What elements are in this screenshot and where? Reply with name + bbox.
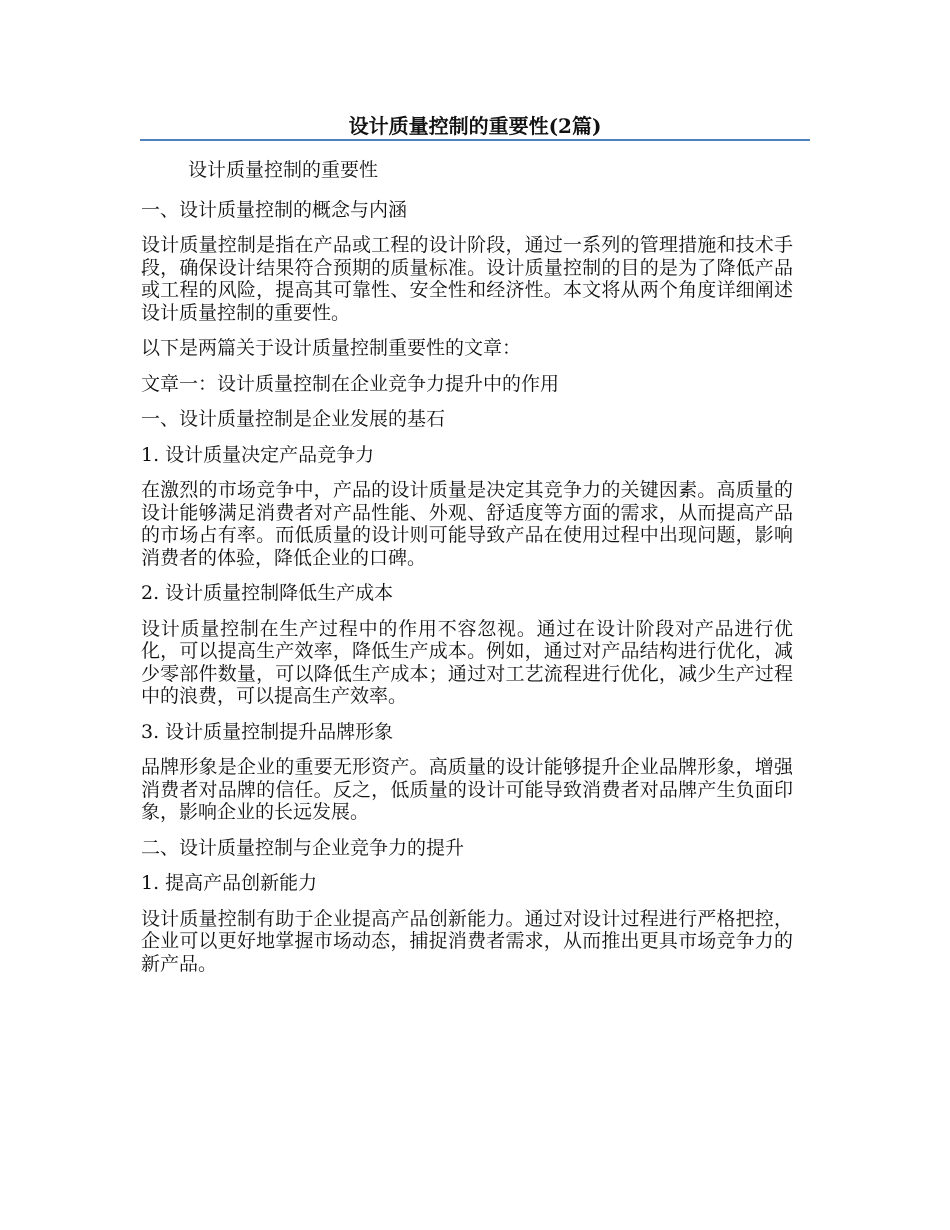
paragraph: 在激烈的市场竞争中，产品的设计质量是决定其竞争力的关键因素。高质量的设计能够满足消费者对产品性能、外观、舒适度等方面的需求，从而提高产品的市场占有率。而低质量的设计则可能导致产品在使用过程中出现问题，影响消费者的体验，降低企业的口碑。 bbox=[141, 479, 793, 569]
title-underline bbox=[140, 139, 810, 141]
paragraph: 设计质量控制是指在产品或工程的设计阶段，通过一系列的管理措施和技术手段，确保设计结果符合预期的质量标准。设计质量控制的目的是为了降低产品或工程的风险，提高其可靠性、安全性和经济性。本文将从两个角度详细阐述设计质量控制的重要性。 bbox=[141, 234, 793, 324]
subsection-heading: 1. 提高产品创新能力 bbox=[141, 872, 318, 894]
paragraph: 品牌形象是企业的重要无形资产。高质量的设计能够提升企业品牌形象，增强消费者对品牌的信任。反之，低质量的设计可能导致消费者对品牌产生负面印象，影响企业的长远发展。 bbox=[141, 756, 793, 823]
section-heading: 一、设计质量控制的概念与内涵 bbox=[141, 198, 408, 221]
article-heading: 文章一：设计质量控制在企业竞争力提升中的作用 bbox=[141, 372, 560, 395]
subsection-heading: 2. 设计质量控制降低生产成本 bbox=[141, 582, 394, 604]
subtitle: 设计质量控制的重要性 bbox=[188, 159, 379, 181]
document-body bbox=[141, 159, 793, 988]
subsection-heading: 1. 设计质量决定产品竞争力 bbox=[141, 443, 375, 466]
paragraph: 设计质量控制在生产过程中的作用不容忽视。通过在设计阶段对产品进行优化，可以提高生产效率，降低生产成本。例如，通过对产品结构进行优化，减少零部件数量，可以降低生产成本；通过对工艺流程进行优化，减少生产过程中的浪费，可以提高生产效率。 bbox=[141, 617, 793, 707]
section-heading: 一、设计质量控制是企业发展的基石 bbox=[141, 408, 446, 430]
document-title: 设计质量控制的重要性(2篇) bbox=[348, 114, 602, 138]
section-heading: 二、设计质量控制与企业竞争力的提升 bbox=[141, 836, 465, 859]
paragraph: 以下是两篇关于设计质量控制重要性的文章： bbox=[141, 337, 522, 359]
paragraph: 设计质量控制有助于企业提高产品创新能力。通过对设计过程进行严格把控，企业可以更好地掌握市场动态，捕捉消费者需求，从而推出更具市场竞争力的新产品。 bbox=[141, 907, 793, 975]
subsection-heading: 3. 设计质量控制提升品牌形象 bbox=[141, 720, 394, 743]
